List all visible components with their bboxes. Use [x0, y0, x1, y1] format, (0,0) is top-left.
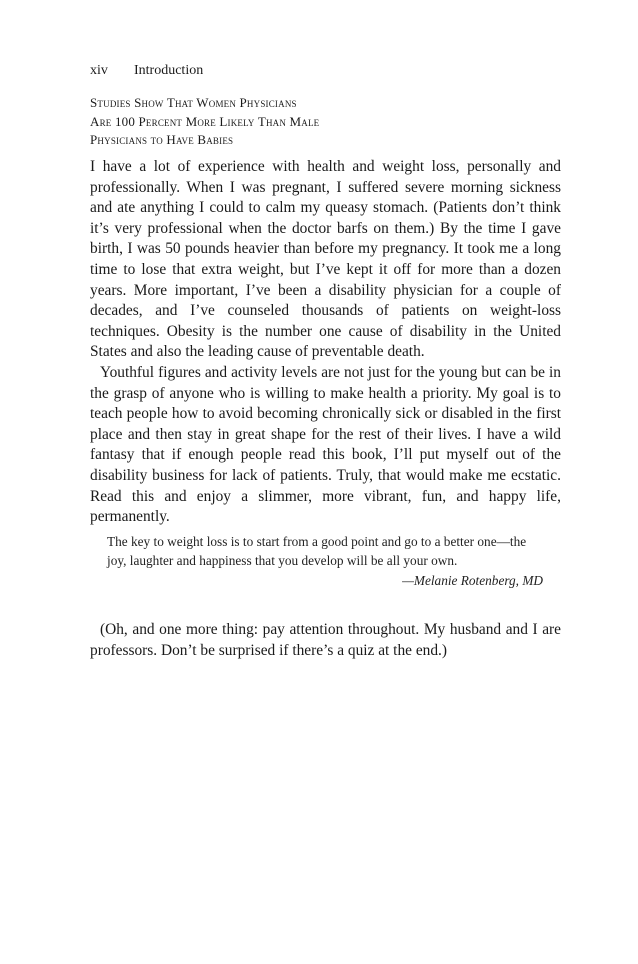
- section-heading: [90, 94, 561, 150]
- running-head: [90, 62, 203, 80]
- closing-paragraph: (Oh, and one more thing: pay attention throughout. My husband and I are professors. Don’t be surprised if there’s a quiz at the end.): [90, 621, 561, 659]
- body-text: [90, 157, 561, 528]
- quote-text: The key to weight loss is to start from a good point and go to a better one—the joy, laughter and happiness that you develop will be all your own.: [107, 534, 527, 569]
- running-head-section: Introduction: [134, 63, 204, 78]
- section-heading-line: Studies Show That Women Physicians: [90, 95, 297, 110]
- body-paragraph: I have a lot of experience with health and weight loss, personally and professionally. When I was pregnant, I suffered severe morning sickness and ate anything I could to calm my queasy stomach. (Patients don’t think it’s very professional when the doctor barfs on them.) By the time I gave birth, I was 50 pounds heavier than before my pregnancy. It took me a long time to lose that extra weight, but I’ve kept it off for more than a dozen years. More important, I’ve been a disability physician for a couple of decades, and I’ve counseled thousands of patients on weight-loss techniques. Obesity is the number one cause of disability in the United States and also the leading cause of preventable death.: [90, 158, 561, 361]
- section-heading-line: Physicians to Have Babies: [90, 132, 234, 147]
- section-heading-line: Are 100 Percent More Likely Than Male: [90, 113, 320, 129]
- closing-text: [90, 620, 561, 661]
- body-paragraph: Youthful figures and activity levels are not just for the young but can be in the grasp of anyone who is willing to make health a priority. My goal is to teach people how to avoid becoming chronically sick or disabled in the first place and then stay in great shape for the rest of their lives. I have a wild fantasy that if enough people read this book, I’ll put myself out of the disability business for lack of patients. Truly, that would make me ecstatic. Read this and enjoy a slimmer, more vibrant, fun, and happy life, permanently.: [90, 363, 561, 526]
- page-number: xiv: [90, 63, 108, 78]
- epigraph-quote: [107, 532, 547, 590]
- quote-attribution: —Melanie Rotenberg, MD: [402, 572, 543, 588]
